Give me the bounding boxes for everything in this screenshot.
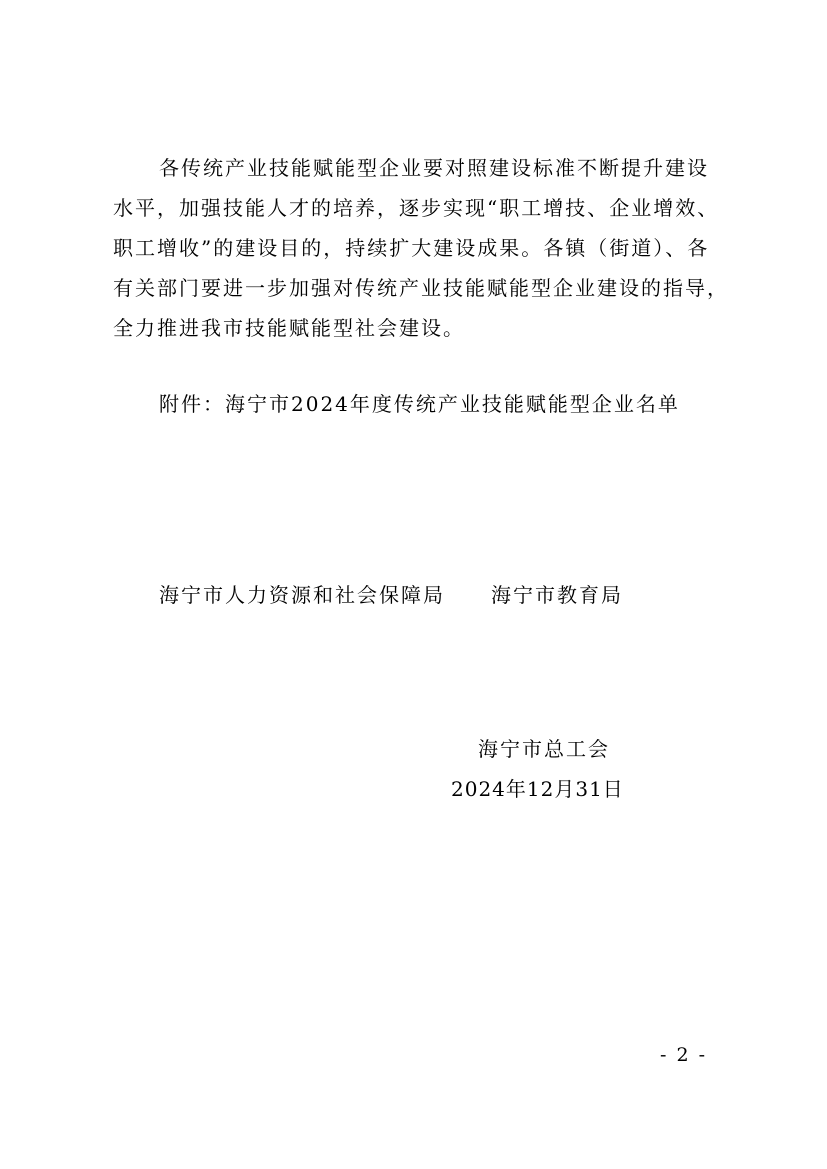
signer-row [159,575,623,615]
body-line: 全力推进我市技能赋能型社会建设。 [113,316,465,340]
attachment-line: 附件：海宁市2024年度传统产业技能赋能型企业名单 [159,392,680,416]
body-paragraph [113,148,729,348]
body-line: 有关部门要进一步加强对传统产业技能赋能型企业建设的指导， [113,276,729,300]
signer-education-bureau: 海宁市教育局 [491,583,623,607]
body-line: 水平，加强技能人才的培养，逐步实现“职工增技、企业增效、 [113,196,720,220]
signer-trade-union: 海宁市总工会 [478,737,610,761]
issue-date: 2024年12月31日 [451,777,624,801]
body-line: 各传统产业技能赋能型企业要对照建设标准不断提升建设 [159,156,709,180]
body-line: 职工增收”的建设目的，持续扩大建设成果。各镇（街道）、各 [113,236,710,260]
signer-hrss-bureau: 海宁市人力资源和社会保障局 [159,583,445,607]
page-number: - 2 - [660,1044,708,1066]
